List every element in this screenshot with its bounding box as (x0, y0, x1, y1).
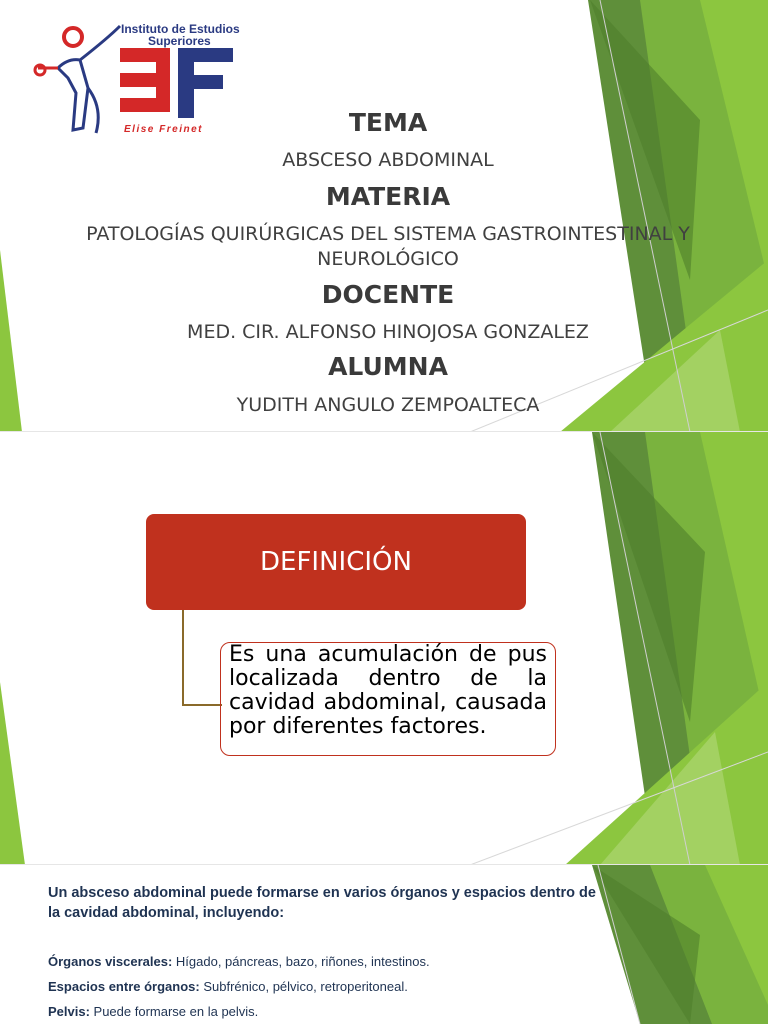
connector-line (182, 610, 184, 705)
list-item (48, 978, 608, 995)
materia-value-line2: NEUROLÓGICO (317, 248, 459, 270)
locations-slide (0, 865, 768, 1024)
list-item (48, 953, 608, 970)
tema-heading: TEMA (348, 108, 428, 137)
logo-tagline: Elise Freinet (124, 124, 203, 135)
materia-value-line1: PATOLOGÍAS QUIRÚRGICAS DEL SISTEMA GASTROINTESTINAL Y (86, 223, 690, 245)
logo-name-line2: Superiores (148, 34, 211, 48)
item-text: Subfrénico, pélvico, retroperitoneal. (199, 979, 408, 994)
docente-value: MED. CIR. ALFONSO HINOJOSA GONZALEZ (187, 321, 589, 343)
cover-slide (0, 0, 768, 432)
definition-text: Es una acumulación de pus localizada dentro de la cavidad abdominal, causada por diferentes factores. (220, 642, 556, 756)
materia-heading: MATERIA (325, 182, 451, 211)
locations-intro: Un absceso abdominal puede formarse en varios órganos y espacios dentro de la cavidad abdominal, incluyendo: (48, 885, 596, 921)
connector-line (182, 704, 222, 706)
docente-heading: DOCENTE (321, 280, 455, 309)
definition-slide (0, 432, 768, 865)
list-item (48, 1003, 608, 1020)
item-text: Puede formarse en la pelvis. (89, 1004, 259, 1019)
item-label: Pelvis: (48, 1004, 90, 1019)
logo-name-line1: Instituto de Estudios (121, 22, 240, 36)
definition-title: DEFINICIÓN (146, 514, 526, 610)
item-label: Órganos viscerales: (48, 954, 173, 969)
alumna-heading: ALUMNA (328, 352, 448, 381)
item-label: Espacios entre órganos: (48, 979, 200, 994)
item-text: Hígado, páncreas, bazo, riñones, intestinos. (172, 954, 430, 969)
tema-value: ABSCESO ABDOMINAL (282, 149, 494, 171)
alumna-value: YUDITH ANGULO ZEMPOALTECA (236, 394, 540, 416)
